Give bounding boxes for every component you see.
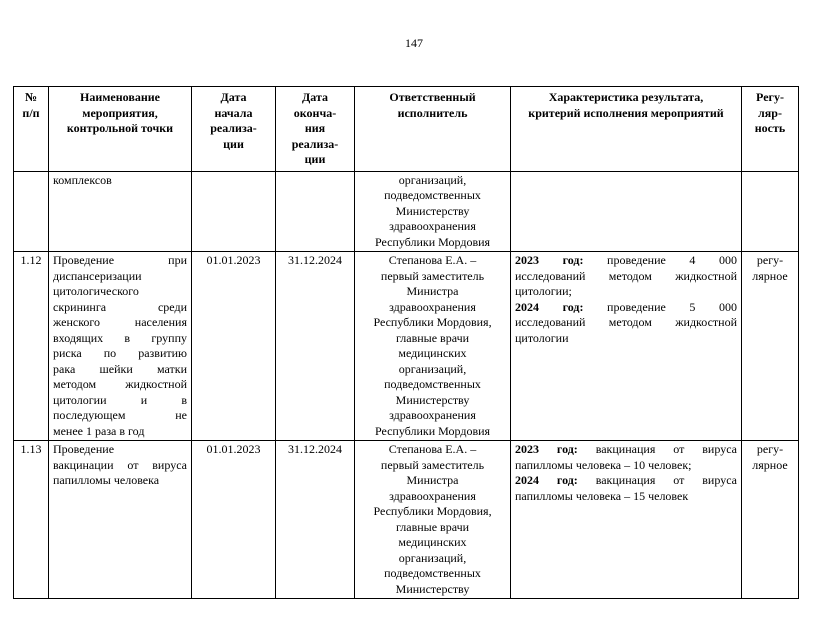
activity-name-cell-line: менее 1 раза в год (53, 423, 145, 438)
header-line: Дата (220, 90, 247, 104)
header-result (511, 87, 742, 172)
activity-name-cell-line: скрининга среди (53, 299, 187, 314)
regularity-cell (742, 171, 799, 252)
result-text: цитологии; (515, 284, 572, 298)
responsible-cell (355, 441, 511, 599)
result-line (515, 315, 737, 331)
regularity-cell (742, 252, 799, 441)
result-line (515, 284, 737, 300)
result-text: папилломы человека – 15 человек (515, 488, 689, 503)
activity-name-cell-line: входящих в группу (53, 330, 187, 345)
responsible-cell-line: здравоохранения (389, 488, 476, 503)
activity-name-cell (49, 252, 192, 441)
responsible-cell (355, 171, 511, 252)
table-row (14, 441, 799, 599)
header-line: начала (214, 105, 253, 120)
end-date-cell (276, 252, 355, 441)
activity-name-cell-line: Проведение (53, 442, 115, 456)
regularity-cell-line: регу- (756, 253, 784, 267)
result-text: исследований методом жидкостной (515, 268, 737, 283)
responsible-cell-line: первый заместитель (380, 457, 485, 472)
result-line (515, 253, 737, 269)
responsible-cell (355, 252, 511, 441)
header-line: Регу- (756, 90, 784, 104)
start-date-cell-text: 01.01.2023 (206, 442, 261, 456)
header-line: № (24, 90, 38, 104)
responsible-cell-line: медицинских (398, 535, 467, 549)
regularity-cell (742, 441, 799, 599)
activity-name-cell (49, 441, 192, 599)
header-line: ции (223, 136, 244, 151)
result-line (515, 442, 737, 458)
activity-name-cell-line: риска по развитию (53, 346, 187, 360)
result-cell (511, 441, 742, 599)
activities-table (13, 86, 799, 599)
header-line: контрольной точки (66, 121, 174, 135)
responsible-cell-line: Министра (406, 284, 459, 298)
responsible-cell-line: Республики Мордовия, (373, 315, 492, 329)
responsible-cell-line: подведомственных (384, 566, 481, 580)
responsible-cell-line: Министерству (395, 392, 470, 407)
start-date-cell (192, 171, 276, 252)
result-line (515, 331, 737, 347)
header-name (49, 87, 192, 172)
activity-name-cell-line: цитологии и в (53, 392, 187, 407)
result-year: 2023 год: (515, 253, 584, 267)
result-text: проведение 5 000 (607, 299, 737, 314)
activity-name-cell-line: Проведение при (53, 253, 187, 267)
row-number-cell (14, 171, 49, 252)
result-text: цитологии (515, 330, 569, 345)
header-line: Ответственный (389, 90, 476, 104)
table-row (14, 252, 799, 441)
result-text: проведение 4 000 (607, 253, 737, 267)
responsible-cell-line: Степанова Е.А. – (388, 442, 477, 456)
result-line (515, 473, 737, 489)
result-line (515, 300, 737, 316)
header-num (14, 87, 49, 172)
result-year: 2024 год: (515, 473, 578, 487)
regularity-cell-line: регу- (756, 442, 784, 456)
row-number-cell-text: 1.12 (20, 253, 42, 267)
header-line: критерий исполнения мероприятий (528, 105, 724, 120)
activity-name-cell-line: папилломы человека (53, 473, 160, 487)
responsible-cell-line: Республики Мордовия (374, 423, 491, 438)
header-line: п/п (22, 105, 40, 120)
row-number-cell (14, 441, 49, 599)
start-date-cell (192, 252, 276, 441)
regularity-cell-line: лярное (752, 268, 788, 283)
responsible-cell-line: Министра (406, 473, 459, 487)
responsible-cell-line: первый заместитель (380, 268, 485, 283)
regularity-cell-line: лярное (752, 457, 788, 472)
activity-name-cell-line: женского населения (53, 315, 187, 329)
header-line: реализа- (210, 121, 257, 135)
activity-name-cell (49, 171, 192, 252)
header-start-date (192, 87, 276, 172)
activity-name-cell-line: вакцинации от вируса (53, 457, 187, 472)
activity-name-cell-line: диспансеризации (53, 268, 142, 283)
responsible-cell-line: Республики Мордовия (374, 234, 491, 249)
result-text: исследований методом жидкостной (515, 315, 737, 329)
end-date-cell-text: 31.12.2024 (288, 442, 342, 456)
end-date-cell (276, 441, 355, 599)
responsible-cell-line: Республики Мордовия, (373, 504, 492, 518)
result-text: папилломы человека – 10 человек; (515, 457, 692, 472)
result-cell (511, 252, 742, 441)
responsible-cell-line: здравоохранения (389, 299, 476, 314)
responsible-cell-line: подведомственных (384, 377, 481, 391)
header-end-date (276, 87, 355, 172)
header-line: исполнитель (397, 105, 468, 120)
header-line: Характеристика результата, (548, 90, 704, 104)
responsible-cell-line: здравоохранения (389, 219, 476, 233)
row-number-cell (14, 252, 49, 441)
header-line: ции (304, 152, 326, 166)
header-regularity (742, 87, 799, 172)
responsible-cell-line: организаций, (398, 172, 467, 187)
end-date-cell-text: 31.12.2024 (288, 253, 342, 267)
header-line: Наименование (80, 90, 160, 104)
result-cell (511, 171, 742, 252)
result-line (515, 489, 737, 505)
header-line: мероприятия, (82, 105, 158, 120)
activity-name-cell-line: комплексов (53, 172, 112, 187)
table-row (14, 171, 799, 252)
start-date-cell-text: 01.01.2023 (206, 253, 261, 267)
responsible-cell-line: организаций, (398, 550, 467, 565)
result-text: вакцинация от вируса (595, 442, 737, 456)
responsible-cell-line: Министерству (395, 203, 470, 218)
responsible-cell-line: Степанова Е.А. – (388, 253, 477, 267)
responsible-cell-line: подведомственных (384, 188, 481, 202)
header-line: реализа- (291, 136, 339, 151)
header-line: Дата (302, 90, 328, 104)
result-text: вакцинация от вируса (595, 473, 737, 487)
result-line (515, 269, 737, 285)
header-responsible (355, 87, 511, 172)
table-header-row (14, 87, 799, 172)
responsible-cell-line: главные врачи (395, 330, 470, 345)
responsible-cell-line: здравоохранения (389, 408, 476, 422)
result-year: 2024 год: (515, 299, 584, 314)
header-line: ния (304, 121, 326, 135)
row-number-cell-text: 1.13 (20, 442, 42, 456)
activity-name-cell-line: цитологического (53, 284, 139, 298)
header-line: ность (754, 121, 786, 135)
end-date-cell (276, 171, 355, 252)
responsible-cell-line: медицинских (398, 346, 467, 360)
page-number: 147 (405, 36, 423, 50)
result-line (515, 458, 737, 474)
activity-name-cell-line: последующем не (53, 408, 187, 422)
responsible-cell-line: главные врачи (395, 519, 470, 534)
activity-name-cell-line: рака шейки матки (53, 361, 187, 376)
result-year: 2023 год: (515, 442, 578, 456)
responsible-cell-line: Министерству (395, 581, 470, 596)
activity-name-cell-line: методом жидкостной (53, 377, 187, 391)
header-line: ляр- (758, 105, 782, 120)
responsible-cell-line: организаций, (398, 361, 467, 376)
header-line: оконча- (293, 105, 337, 120)
start-date-cell (192, 441, 276, 599)
